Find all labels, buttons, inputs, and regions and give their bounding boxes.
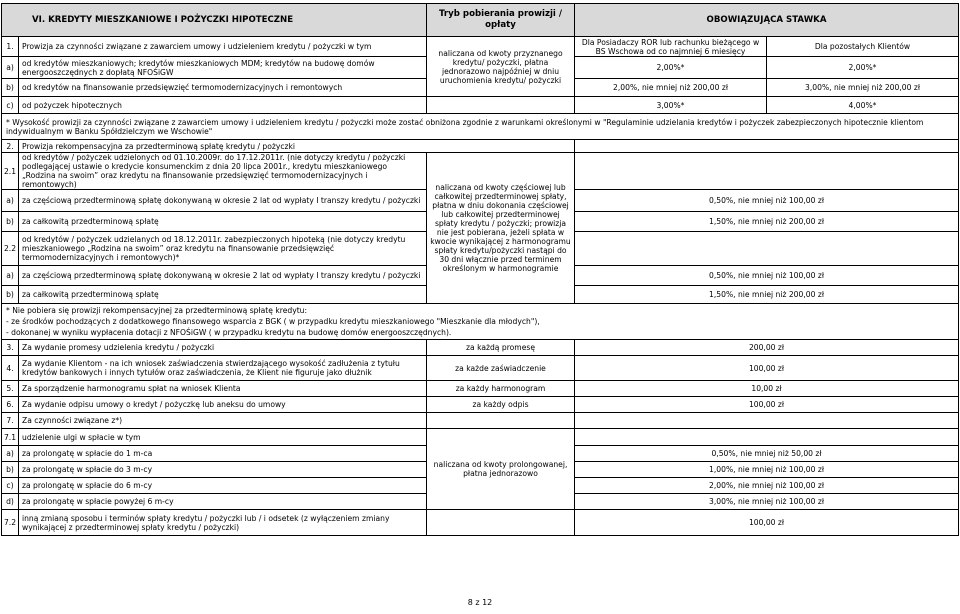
- clients-other-header: Dla pozostałych Klientów: [767, 37, 959, 57]
- item-number: 2.: [2, 140, 19, 153]
- row-4: [2, 356, 959, 381]
- item-text: inną zmianą sposobu i terminów spłaty kredytu / pożyczki lub / i odsetek (z wyłączeniem zmiany wynikającej z przedterminowej spłaty kredytu / pożyczki): [19, 510, 427, 536]
- item-mark: c): [2, 97, 19, 114]
- rate-value: 100,00 zł: [575, 397, 959, 413]
- rate-value: 10,00 zł: [575, 381, 959, 397]
- footnote: * Wysokość prowizji za czynności związane z zawarciem umowy i udzieleniem kredytu / pożyczki może zostać obniżona zgodnie z warunkami określonymi w "Regulaminie udzielania kredytów i pożyczek zabezpieczonych hipotecznie klientom indywidualnym w Banku Spółdzielczym we Wschowie": [2, 114, 959, 140]
- rate-value: 0,50%, nie mniej niż 100,00 zł: [575, 190, 959, 212]
- item-mark: b): [2, 79, 19, 97]
- item-text: od pożyczek hipotecznych: [19, 97, 427, 114]
- rate-value: 1,50%, nie mniej niż 200,00 zł: [575, 286, 959, 304]
- item-number: 1.: [2, 37, 19, 57]
- fee-mode: naliczana od kwoty przyznanego kredytu/ pożyczki, płatna jednorazowo najpóźniej w dniu uruchomienia kredytu/ pożyczki: [427, 37, 575, 97]
- item-text: za całkowitą przedterminową spłatę: [19, 212, 427, 232]
- item-mark: a): [2, 266, 19, 286]
- footnote: [2, 304, 959, 340]
- item-mark: a): [2, 446, 19, 462]
- row-1-note: [2, 114, 959, 140]
- item-text: za całkowitą przedterminową spłatę: [19, 286, 427, 304]
- rate-value: 100,00 zł: [575, 510, 959, 536]
- fee-mode: naliczana od kwoty prolongowanej, płatna jednorazowo: [427, 429, 575, 510]
- rate-value: 3,00%, nie mniej niż 200,00 zł: [767, 79, 959, 97]
- row-2: [2, 140, 959, 153]
- rate-value: 0,50%, nie mniej niż 50,00 zł: [575, 446, 959, 462]
- row-6: [2, 397, 959, 413]
- rate-value: 0,50%, nie mniej niż 100,00 zł: [575, 266, 959, 286]
- item-number: 7.: [2, 413, 19, 429]
- item-text: od kredytów / pożyczek udzielanych od 18.12.2011r. zabezpieczonych hipoteką (nie dotyczy kredytu mieszkaniowego „Rodzina na swoim” oraz kredytu na finansowanie przedsięwzięć termomodernizacyjnych i remontowych)*: [19, 232, 427, 266]
- item-number: 2.2: [2, 232, 19, 266]
- rate-value: 2,00%*: [575, 57, 767, 79]
- item-text: Za sporządzenie harmonogramu spłat na wniosek Klienta: [19, 381, 427, 397]
- rate-value: 4,00%*: [767, 97, 959, 114]
- rate-value: 1,50%, nie mniej niż 200,00 zł: [575, 212, 959, 232]
- item-number: 4.: [2, 356, 19, 381]
- fee-mode: za każdy odpis: [427, 397, 575, 413]
- rate-value: 3,00%, nie mniej niż 100,00 zł: [575, 494, 959, 510]
- rate-column-header: OBOWIĄZUJĄCA STAWKA: [575, 4, 959, 37]
- rate-value: 200,00 zł: [575, 340, 959, 356]
- row-3: [2, 340, 959, 356]
- item-text: Prowizja rekompensacyjna za przedterminową spłatę kredytu / pożyczki: [19, 140, 575, 153]
- item-mark: a): [2, 57, 19, 79]
- row-1: [2, 37, 959, 57]
- item-number: 3.: [2, 340, 19, 356]
- row-2-note: [2, 304, 959, 340]
- footnote-line: * Nie pobiera się prowizji rekompensacyjnej za przedterminową spłatę kredytu:: [6, 306, 308, 315]
- footnote-line: - dokonanej w wyniku wypłacenia dotacji z NFOŚiGW ( w przypadku kredytu na budowę domów energooszczędnych).: [6, 328, 452, 337]
- rate-value: 2,00%*: [767, 57, 959, 79]
- item-number: 5.: [2, 381, 19, 397]
- row-5: [2, 381, 959, 397]
- fee-mode: naliczana od kwoty częściowej lub całkowitej przedterminowej spłaty, płatna w dniu dokonania częściowej lub całkowitej przedterminowej spłaty kredytu / pożyczki; prowizja nie jest pobierana, jeżeli spłata w kwocie wynikającej z harmonogramu spłaty kredytu/pożyczki nastąpi do 30 dni włącznie przed terminem określonym w harmonogramie: [427, 153, 575, 304]
- row-7: [2, 413, 959, 429]
- item-mark: a): [2, 190, 19, 212]
- item-text: za częściową przedterminową spłatę dokonywaną w okresie 2 lat od wypłaty I transzy kredytu / pożyczki: [19, 190, 427, 212]
- rate-value: 2,00%, nie mniej niż 100,00 zł: [575, 478, 959, 494]
- rate-value: 2,00%, nie mniej niż 200,00 zł: [575, 79, 767, 97]
- item-mark: d): [2, 494, 19, 510]
- item-text: Za czynności związane z*): [19, 413, 427, 429]
- item-text: Prowizja za czynności związane z zawarciem umowy i udzieleniem kredytu / pożyczki w tym: [19, 37, 427, 57]
- item-text: udzielenie ulgi w spłacie w tym: [19, 429, 427, 446]
- clients-bs-header: Dla Posiadaczy ROR lub rachunku bieżącego w BS Wschowa od co najmniej 6 miesięcy: [575, 37, 767, 57]
- item-text: od kredytów mieszkaniowych; kredytów mieszkaniowych MDM; kredytów na budowę domów energooszczędnych z dopłatą NFOŚiGW: [19, 57, 427, 79]
- fee-mode: za każde zaświadczenie: [427, 356, 575, 381]
- item-mark: b): [2, 286, 19, 304]
- item-mark: b): [2, 462, 19, 478]
- footnote-line: - ze środków pochodzących z dodatkowego finansowego wsparcia z BGK ( w przypadku kredytu mieszkaniowego "Mieszkanie dla młodych"),: [6, 317, 540, 326]
- fee-mode: za każdy harmonogram: [427, 381, 575, 397]
- row-7-2: [2, 510, 959, 536]
- item-text: za prolongatę w spłacie do 1 m-ca: [19, 446, 427, 462]
- row-1c: [2, 97, 959, 114]
- section-title: VI. KREDYTY MIESZKANIOWE I POŻYCZKI HIPOTECZNE: [2, 4, 427, 37]
- item-text: od kredytów na finansowanie przedsięwzięć termomodernizacyjnych i remontowych: [19, 79, 427, 97]
- item-text: za częściową przedterminową spłatę dokonywaną w okresie 2 lat od wypłaty I transzy kredytu / pożyczki: [19, 266, 427, 286]
- item-text: Za wydanie odpisu umowy o kredyt / pożyczkę lub aneksu do umowy: [19, 397, 427, 413]
- item-text: Za wydanie promesy udzielenia kredytu / pożyczki: [19, 340, 427, 356]
- item-number: 7.1: [2, 429, 19, 446]
- row-7-1: [2, 429, 959, 446]
- item-mark: b): [2, 212, 19, 232]
- item-number: 6.: [2, 397, 19, 413]
- rate-value: 100,00 zł: [575, 356, 959, 381]
- item-text: Za wydanie Klientom - na ich wniosek zaświadczenia stwierdzającego wysokość zadłużenia z tytułu kredytów bankowych i innych tytułów oraz zaświadczenia, że Klient nie figuruje jako dłużnik: [19, 356, 427, 381]
- fee-table: [1, 3, 959, 536]
- item-text: za prolongatę w spłacie do 3 m-cy: [19, 462, 427, 478]
- page-number: 8 z 12: [467, 598, 493, 607]
- item-text: za prolongatę w spłacie powyżej 6 m-cy: [19, 494, 427, 510]
- item-number: 7.2: [2, 510, 19, 536]
- header-row: [2, 4, 959, 37]
- item-mark: c): [2, 478, 19, 494]
- item-text: za prolongatę w spłacie do 6 m-cy: [19, 478, 427, 494]
- fee-mode: za każdą promesę: [427, 340, 575, 356]
- item-text: od kredytów / pożyczek udzielonych od 01.10.2009r. do 17.12.2011r. (nie dotyczy kredytu / pożyczki podlegającej ustawie o kredycie konsumenckim z dnia 20 lipca 2001r., kredytu mieszkaniowego „Rodzina na swoim” oraz kredytu na finansowanie przedsięwzięć termomodernizacyjnych i remontowych): [19, 153, 427, 190]
- mode-column-header: Tryb pobierania prowizji / opłaty: [427, 4, 575, 37]
- item-number: 2.1: [2, 153, 19, 190]
- rate-value: 1,00%, nie mniej niż 100,00 zł: [575, 462, 959, 478]
- rate-value: 3,00%*: [575, 97, 767, 114]
- row-2-1: [2, 153, 959, 190]
